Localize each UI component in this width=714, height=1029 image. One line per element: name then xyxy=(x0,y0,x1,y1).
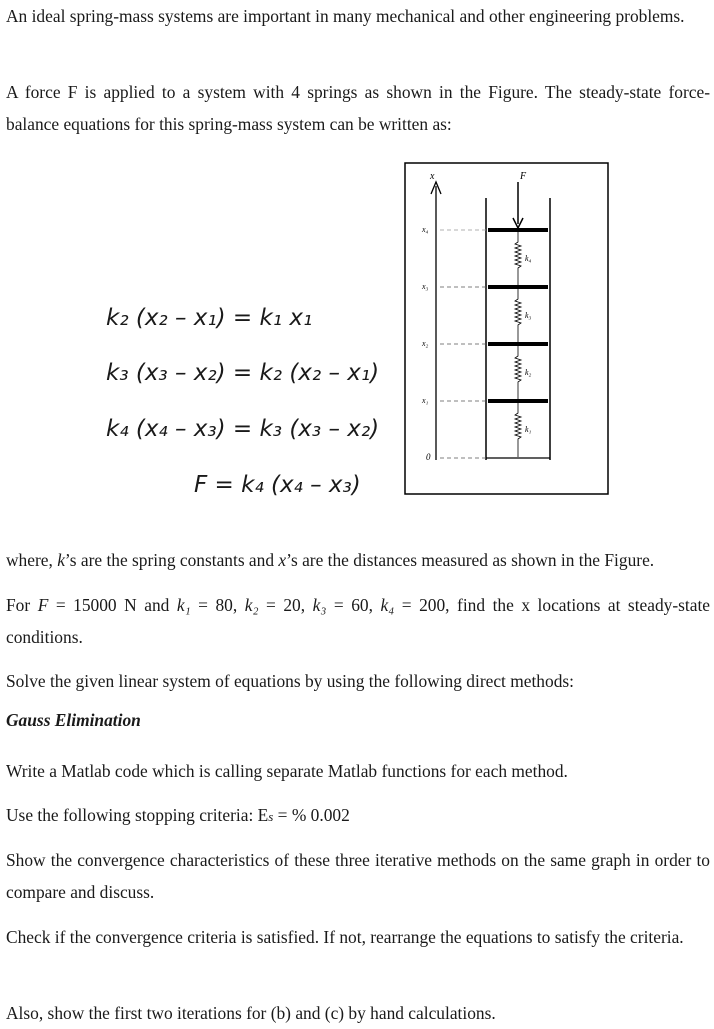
matlab-paragraph: Write a Matlab code which is calling separate Matlab functions for each method. xyxy=(6,761,568,781)
label-x3: x₃ xyxy=(422,282,429,291)
convergence-paragraph: Show the convergence characteristics of these three iterative methods on the same graph in order to compare and discuss. xyxy=(6,850,710,902)
equation-4: F = k₄ (x₄ – x₃) xyxy=(194,472,361,498)
intro-paragraph: An ideal spring-mass systems are important in many mechanical and other engineering problems. xyxy=(6,6,685,26)
check-paragraph: Check if the convergence criteria is satisfied. If not, rearrange the equations to satisfy the criteria. xyxy=(6,927,684,947)
hand-calc-paragraph: Also, show the first two iterations for (b) and (c) by hand calculations. xyxy=(6,1003,496,1023)
spring-mass-figure xyxy=(404,162,610,496)
solve-paragraph: Solve the given linear system of equations by using the following direct methods: xyxy=(6,671,574,691)
where-paragraph: where, k’s are the spring constants and x’s are the distances measured as shown in the Figure. xyxy=(6,550,655,570)
x-axis-label: x xyxy=(430,171,435,182)
label-k1: k₁ xyxy=(525,425,532,434)
force-label: F xyxy=(520,171,527,182)
given-paragraph: For F = 15000 N and k₁ = 80, k₂ = 20, k₃ = 60, k₄ = 200, find the x locations at steady-state conditions. xyxy=(6,595,711,647)
label-k4: k₄ xyxy=(525,254,532,263)
force-paragraph: A force F is applied to a system with 4 springs as shown in the Figure. The steady-state force-balance equations for this spring-mass system can be written as: xyxy=(6,82,710,134)
label-x4: x₄ xyxy=(422,225,429,234)
label-zero: 0 xyxy=(426,452,431,462)
equation-1: k₂ (x₂ – x₁) = k₁ x₁ xyxy=(106,305,313,331)
equation-3: k₄ (x₄ – x₃) = k₃ (x₃ – x₂) xyxy=(106,416,380,442)
label-x2: x₂ xyxy=(422,339,429,348)
method-heading: Gauss Elimination xyxy=(6,710,141,730)
label-x1: x₁ xyxy=(422,396,429,405)
label-k3: k₃ xyxy=(525,311,532,320)
equation-2: k₃ (x₃ – x₂) = k₂ (x₂ – x₁) xyxy=(106,360,380,386)
label-k2: k₂ xyxy=(525,368,532,377)
stopping-criteria: Use the following stopping criteria: Es = % 0.002 xyxy=(6,805,350,825)
